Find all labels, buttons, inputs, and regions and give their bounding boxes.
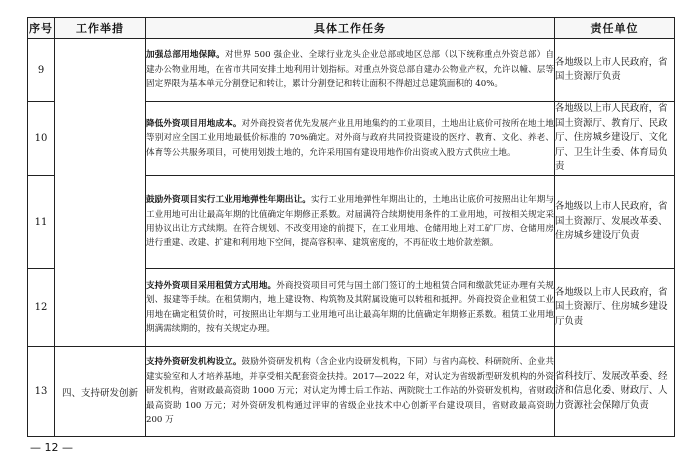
header-task: 具体工作任务 <box>146 18 555 39</box>
row-seq: 10 <box>28 102 55 176</box>
row-task <box>146 176 555 269</box>
row-task <box>146 269 555 347</box>
task-title: 支持外资项目采用租赁方式用地。 <box>146 280 277 291</box>
row-seq: 9 <box>28 39 55 102</box>
row-unit: 各地级以上市人民政府，省国土资源厅负责 <box>555 39 675 102</box>
header-seq: 序号 <box>28 18 55 39</box>
row-task <box>146 347 555 437</box>
row-unit: 各地级以上市人民政府，省国土资源厅、教育厅、民政厅、住房城乡建设厅、文化厅、卫生计生委、体育局负责 <box>555 102 675 176</box>
table-header-row <box>28 18 675 39</box>
table-row <box>28 347 675 437</box>
header-unit: 责任单位 <box>555 18 675 39</box>
row-seq: 12 <box>28 269 55 347</box>
task-body: 鼓励外资研发机构（含企业内设研发机构，下同）与省内高校、科研院所、企业共建实验室和人才培养基地，并享受相关配套资金扶持。2017—2022 年，对认定为省级新型研发机构的外资研发机构，省财政最高资助 1000 万元；对认定为博士后工作站、两院院士工作站的外资研发机构，省财政最高资助 100 万元；对外资研发机构通过评审的省级企业技术中心创新平台建设项目，省财政最高资助 200 万 <box>146 357 554 426</box>
row-seq: 13 <box>28 347 55 437</box>
row-seq: 11 <box>28 176 55 269</box>
row-unit: 各地级以上市人民政府，省国土资源厅、发展改革委、住房城乡建设厅负责 <box>555 176 675 269</box>
task-title: 降低外资项目用地成本。 <box>146 118 242 129</box>
task-body: 对外商投资者优先发展产业且用地集约的工业项目，土地出让底价可按所在地土地等别对应全国工业用地最低价标准的 70%确定。对外商与政府共同投资建设的医疗、教育、文化、养老、体育等公共服务项目，可使用划拨土地的，允许采用国有建设用地作价出资或入股方式供应土地。 <box>146 118 554 158</box>
row-task <box>146 102 555 176</box>
task-body: 实行工业用地弹性年期出让的，土地出让底价可按照出让年期与工业用地可出让最高年期的比值确定年期修正系数。对届满符合续期使用条件的工业用地，可按相关规定采用协议出让方式续期。在符合规划、不改变用途的前提下，在工业用地、仓储用地上对工矿厂房、仓储用房进行重建、改建、扩建和利用地下空间，提高容积率、建筑密度的，不再征收土地价款差额。 <box>146 195 554 249</box>
row-measure: 四、支持研发创新 <box>55 347 146 437</box>
table-row <box>28 39 675 102</box>
responsibility-table <box>27 17 675 437</box>
task-body: 对世界 500 强企业、全球行业龙头企业总部或地区总部（以下统称重点外资总部）自建办公物业用地，在省市共同安排土地利用计划指标。对重点外资总部自建办公物业产权，允许以幢、层等固定界限为基本单元分割登记和转让，累计分割登记和转让面积不得超过总建筑面积的 40%。 <box>146 50 554 90</box>
header-measure: 工作举措 <box>55 18 146 39</box>
row-measure <box>55 39 146 347</box>
task-title: 鼓励外资项目实行工业用地弹性年期出让。 <box>146 195 311 206</box>
page-number: — 12 — <box>30 441 73 454</box>
row-unit: 各地级以上市人民政府，省国土资源厅、住房城乡建设厅负责 <box>555 269 675 347</box>
task-body: 外商投资项目可凭与国土部门签订的土地租赁合同和缴款凭证办理有关规划、报建等手续。在租赁期内，地上建设物、构筑物及其附属设施可以转租和抵押。外商投资企业租赁工业用地在确定租赁价时，可按照出让年期与工业用地可出让最高年期的比值确定年期修正系数。租赁工业用地期满需续期的，按有关规定办理。 <box>146 280 554 334</box>
task-title: 加强总部用地保障。 <box>146 50 225 61</box>
row-task <box>146 39 555 102</box>
row-unit: 省科技厅、发展改革委、经济和信息化委、财政厅、人力资源社会保障厅负责 <box>555 347 675 437</box>
task-title: 支持外资研发机构设立。 <box>146 357 242 368</box>
